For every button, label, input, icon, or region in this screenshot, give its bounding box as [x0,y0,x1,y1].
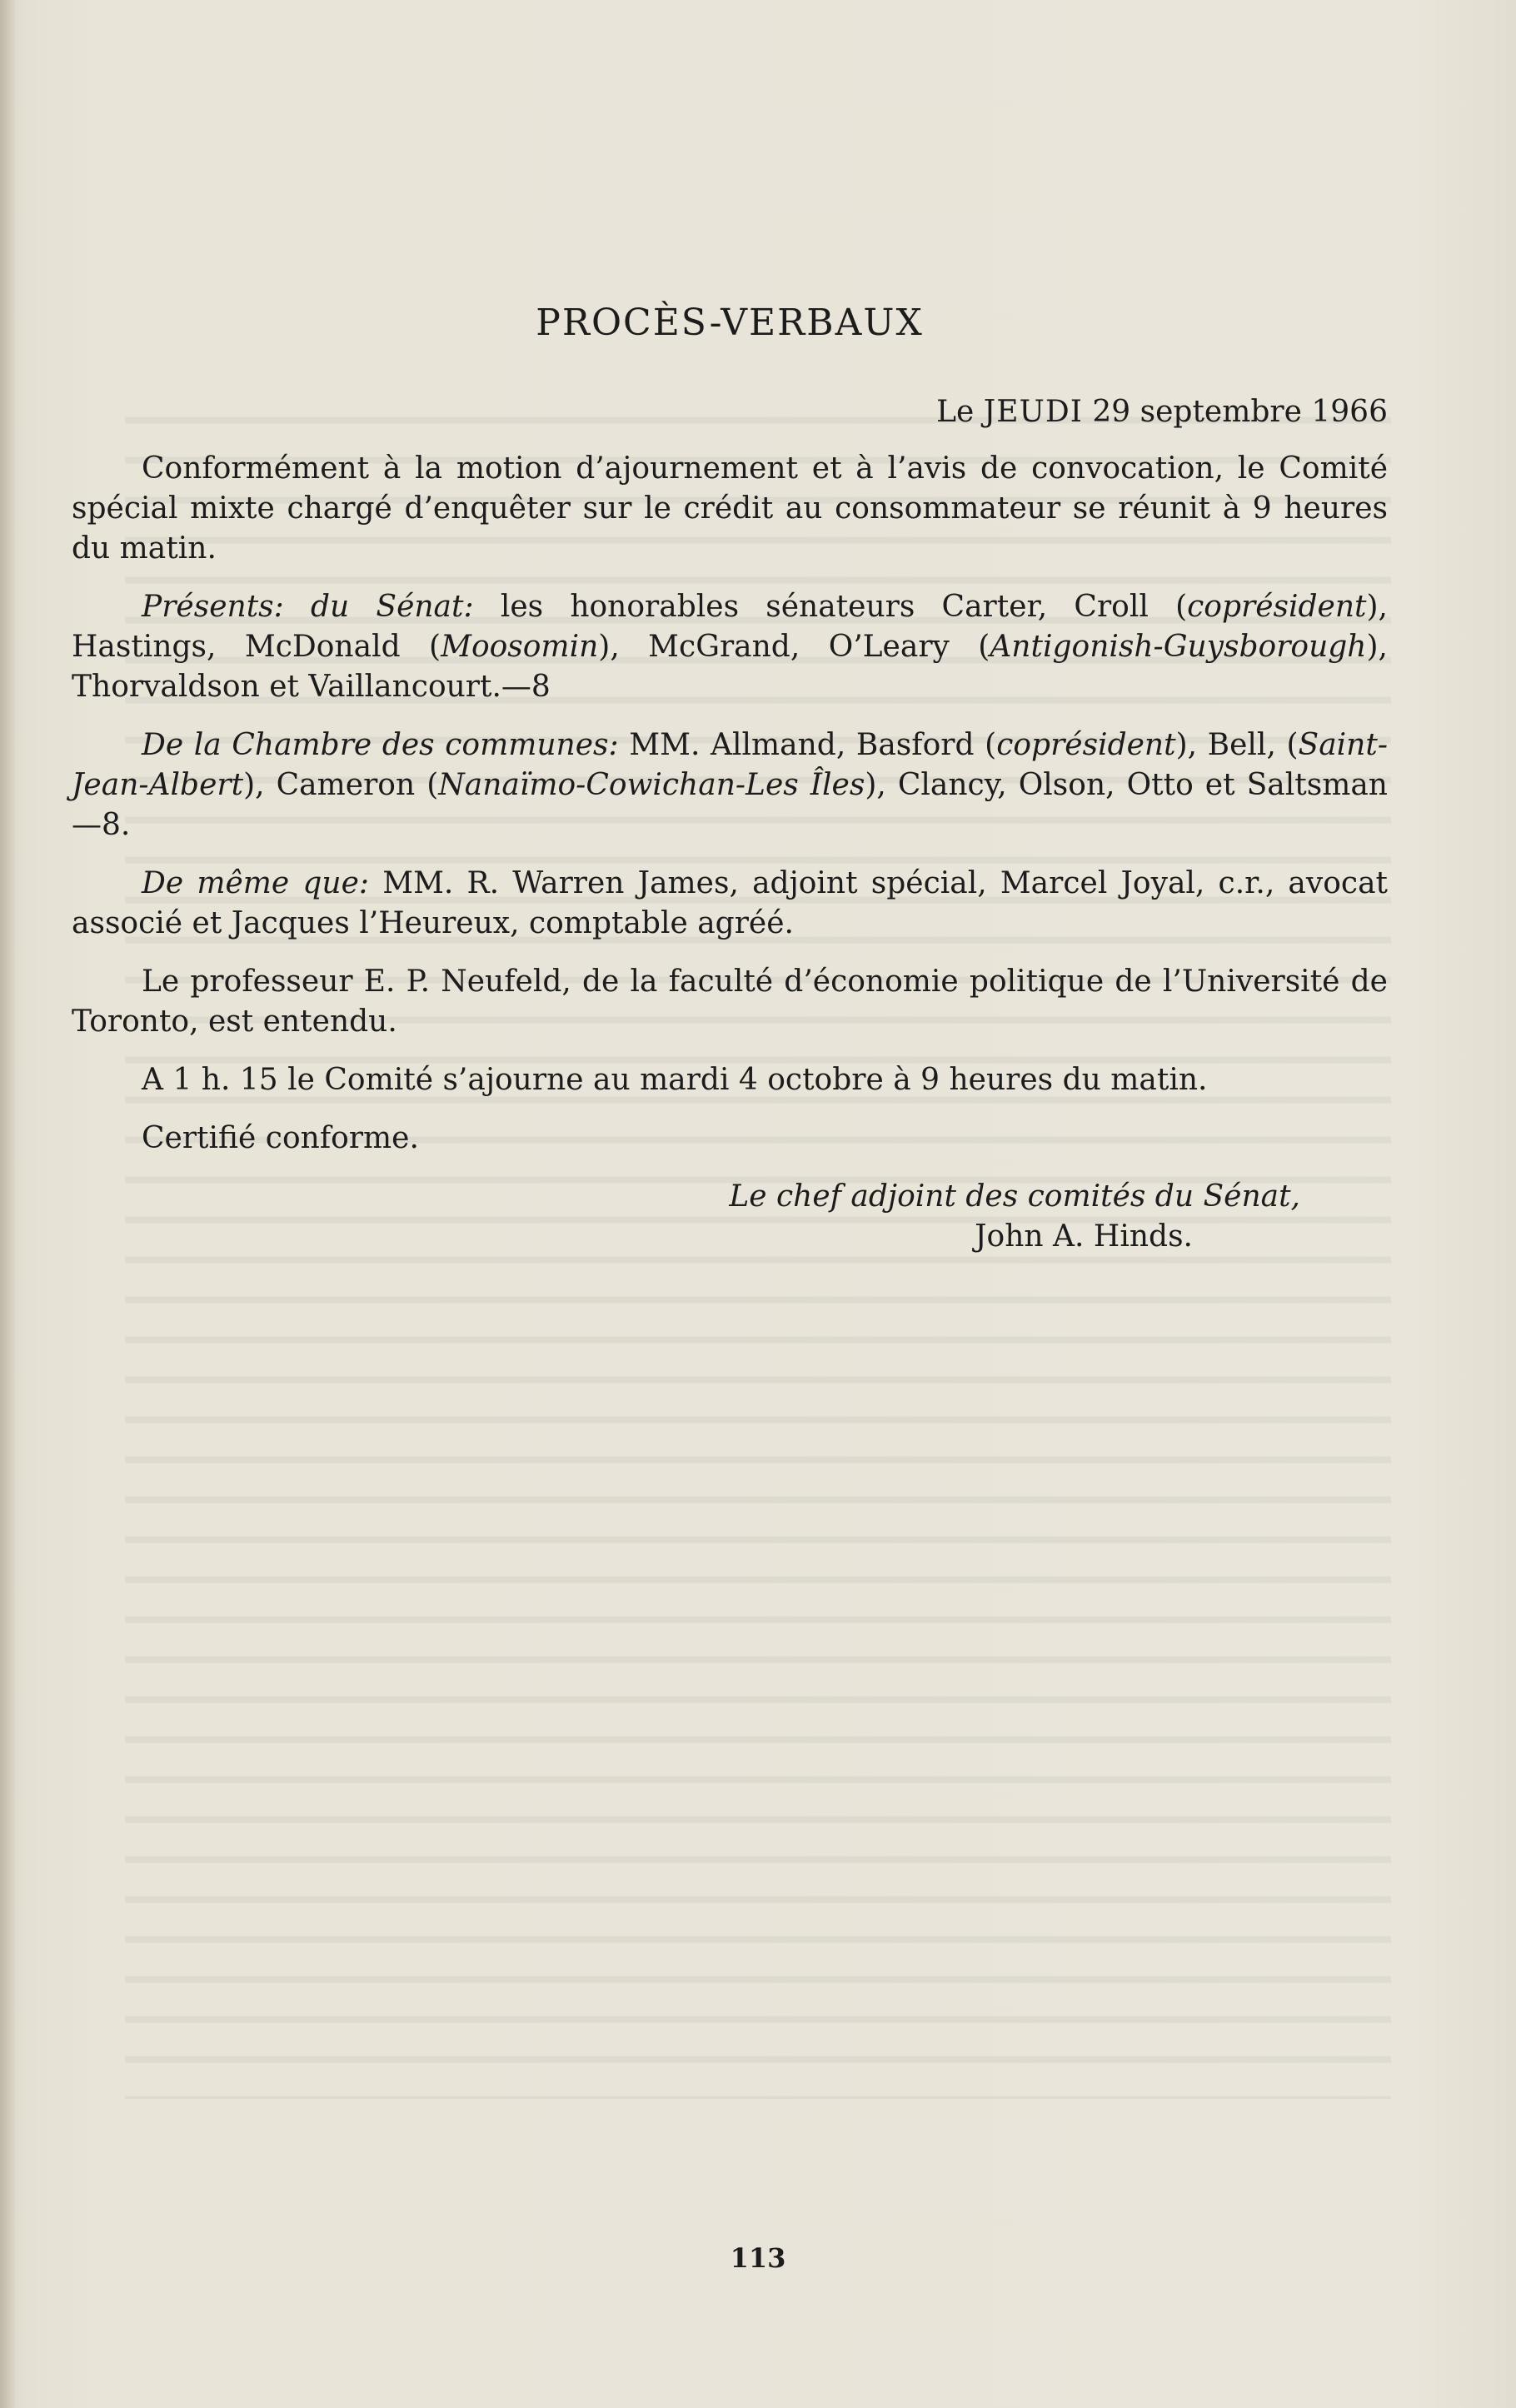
commons-text-4: ), Clancy, Olson, Otto et Saltsman—8. [72,768,1388,842]
paragraph-adjournment: A 1 h. 15 le Comité s’ajourne au mardi 4 octobre à 9 heures du matin. [142,1063,1208,1097]
commons-lead: De la Chambre des communes: [142,728,619,762]
date-prefix: Le [936,395,975,429]
signature-block [72,1177,1388,1257]
senate-text-3: ), McGrand, O’Leary ( [598,630,990,664]
paragraph-senate-present [72,587,1388,707]
senate-italic-3: Antigonish-Guysborough [990,630,1367,664]
signature-name: John A. Hinds. [975,1219,1193,1254]
binding-edge [0,0,15,2408]
senate-lead: Présents: du Sénat: [142,590,474,624]
paragraph-also-present [72,864,1388,944]
paragraph-motion: Conformément à la motion d’ajournement et à l’avis de convocation, le Comité spécial mixte chargé d’enquêter sur le crédit au consommateur se réunit à 9 heures du matin. [72,451,1388,566]
senate-text-2: ), Hastings, McDonald ( [72,590,1388,664]
commons-text-2: ), Bell, ( [1175,728,1299,762]
commons-italic-3: Nanaïmo-Cowichan-Les Îles [438,768,865,802]
commons-italic-2: Saint-Jean-Albert [72,728,1389,802]
paragraph-commons-present [72,725,1388,845]
senate-text-4: ), Thorvaldson et Vaillancourt.—8 [72,630,1388,704]
page-title: PROCÈS-VERBAUX [536,302,924,344]
senate-italic-1: coprésident [1187,590,1367,624]
senate-italic-2: Moosomin [441,630,599,664]
commons-italic-1: coprésident [996,728,1176,762]
commons-text-3: ), Cameron ( [243,768,439,802]
paragraph-certified: Certifié conforme. [142,1121,419,1155]
paragraph-witness: Le professeur E. P. Neufeld, de la faculté d’économie politique de l’Université de Toronto, est entendu. [72,965,1388,1039]
date-weekday: JEUDI [983,395,1083,429]
signature-role: Le chef adjoint des comités du Sénat, [729,1179,1300,1214]
date-rest: 29 septembre 1966 [1092,395,1388,429]
meeting-date [72,392,1388,432]
minutes-body [72,300,1388,1257]
commons-text-1: MM. Allmand, Basford ( [618,728,997,762]
page-number: 113 [730,2242,786,2274]
also-lead: De même que: [142,866,370,900]
senate-text-1: les honorables sénateurs Carter, Croll ( [473,590,1188,624]
also-text: MM. R. Warren James, adjoint spécial, Marcel Joyal, c.r., avocat associé et Jacques l’Heureux, comptable agréé. [72,866,1388,940]
